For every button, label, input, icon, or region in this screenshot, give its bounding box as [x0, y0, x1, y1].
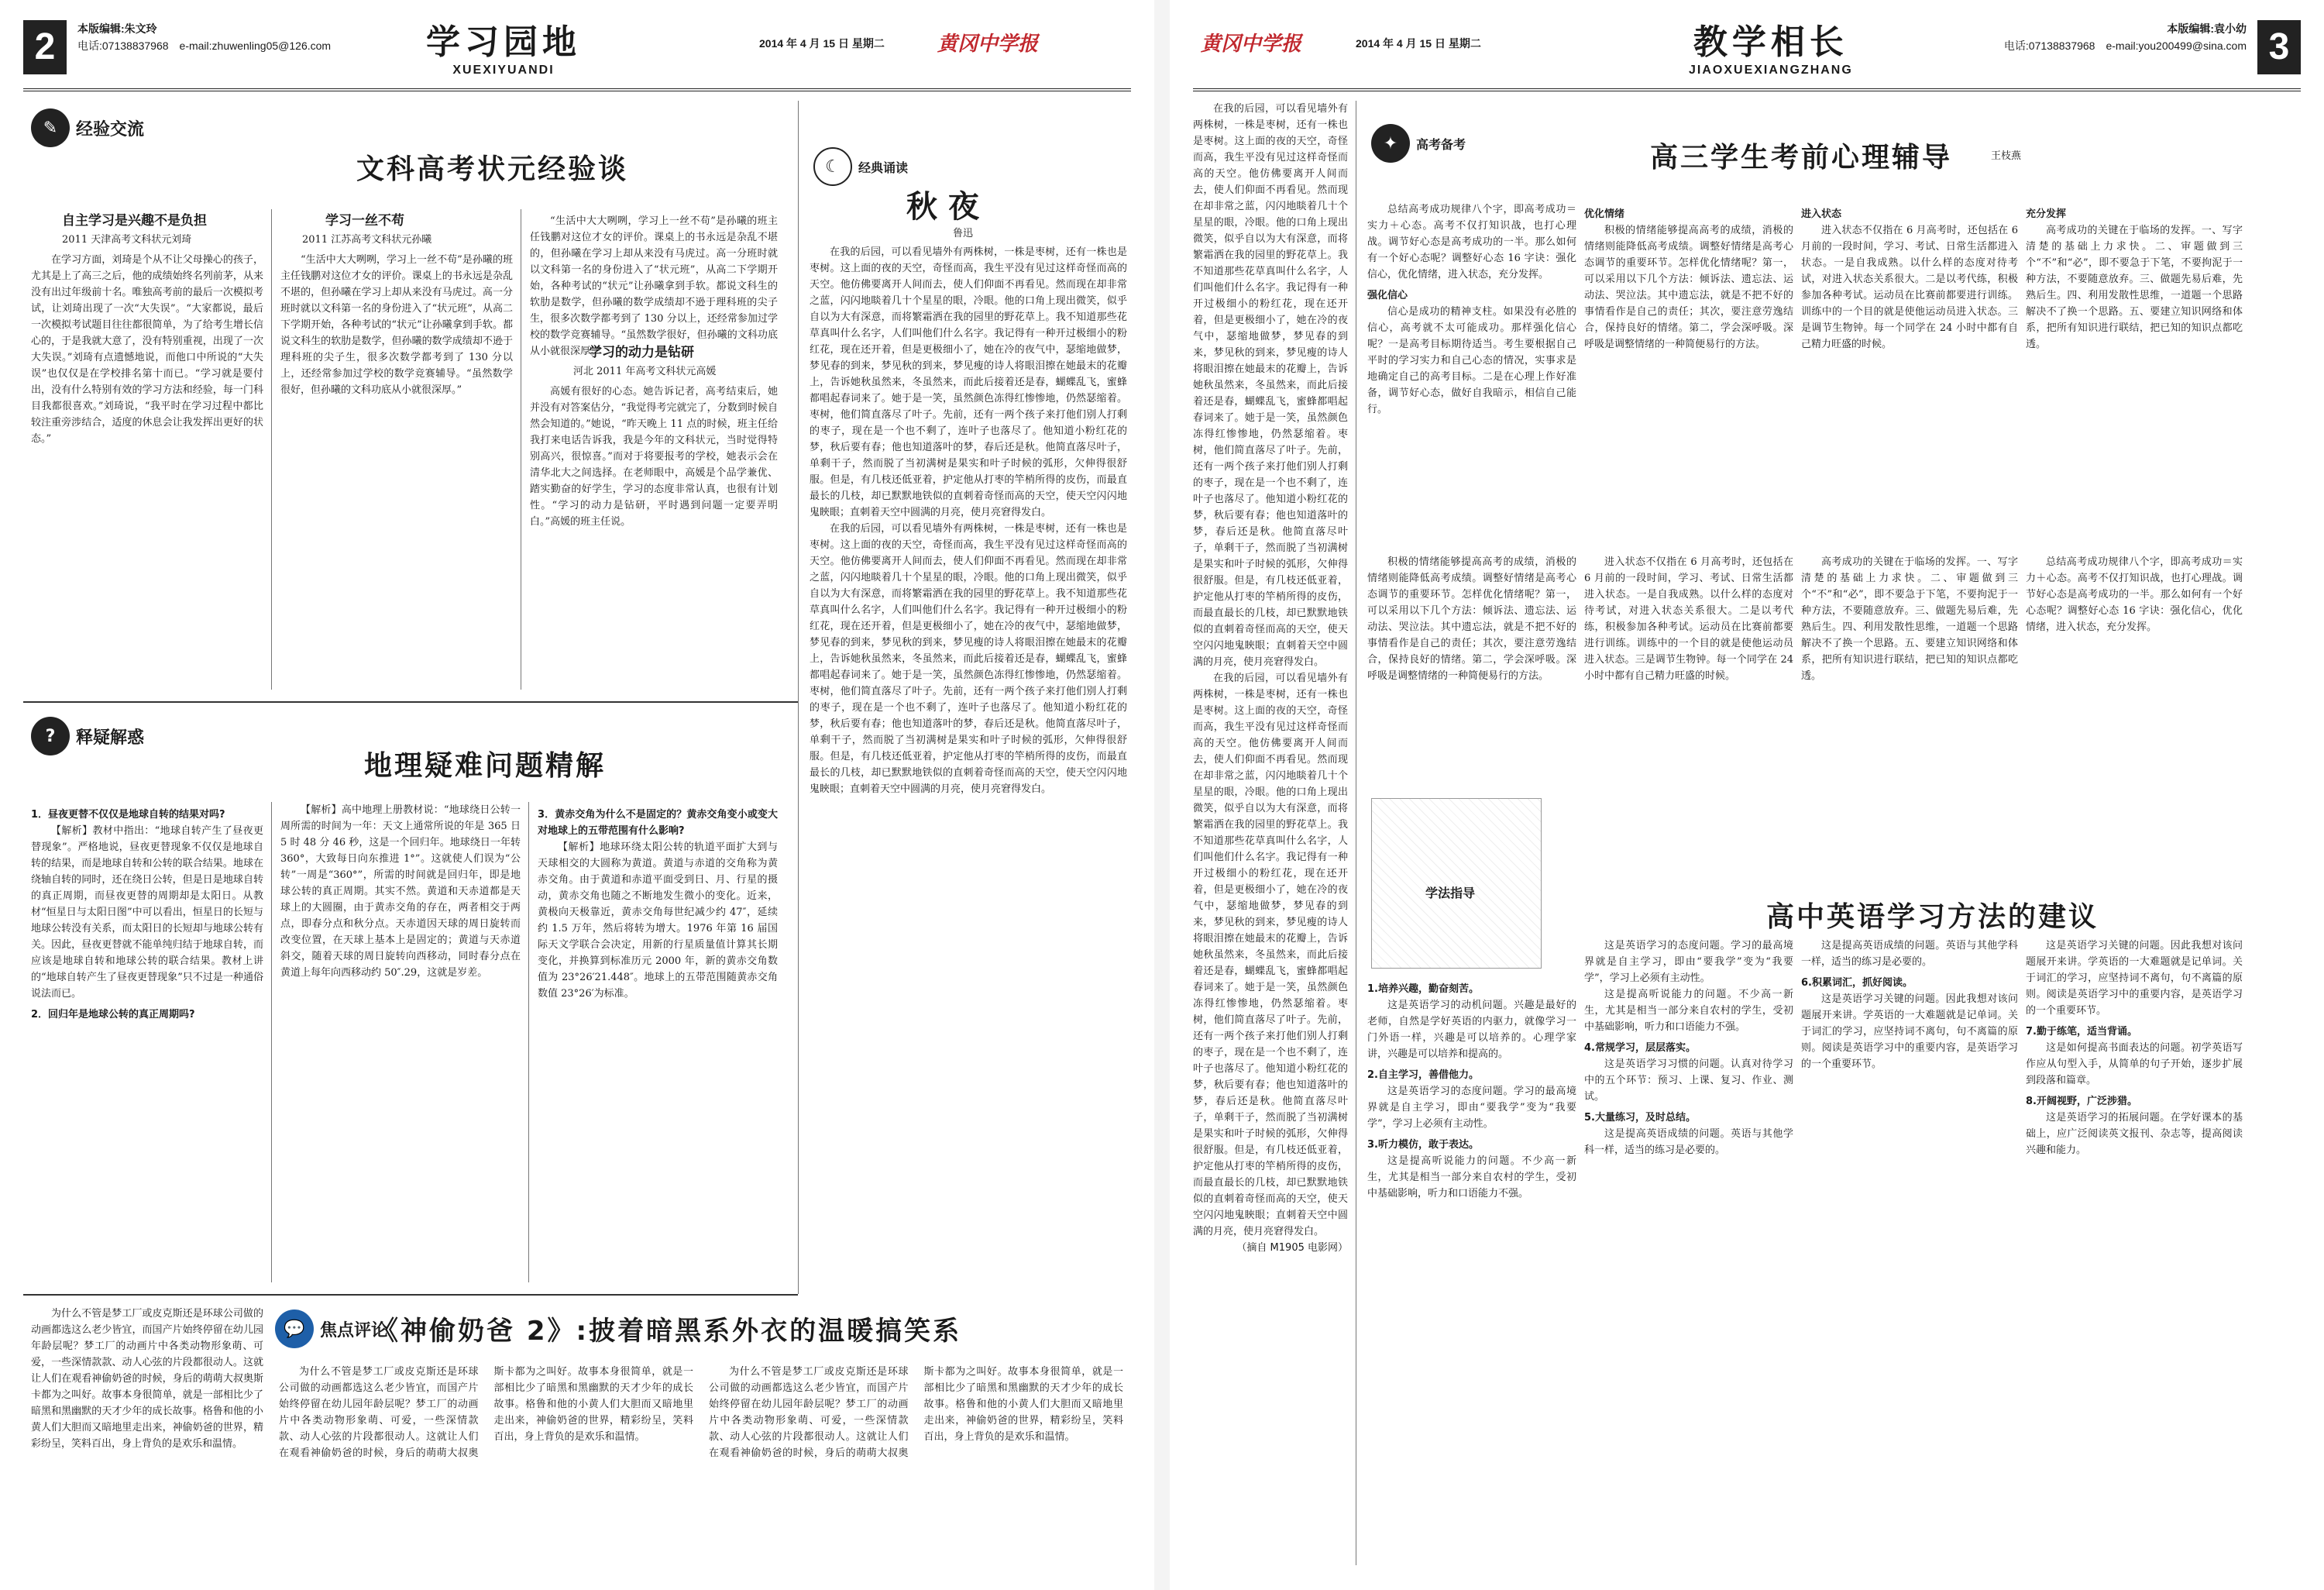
badge-icon: ✦: [1371, 124, 1410, 163]
question: 3．黄赤交角为什么不是固定的？黄赤交角变小或变大对地球上的五带范围有什么影响?: [538, 809, 778, 837]
exp-headline: 文科高考状元经验谈: [356, 153, 629, 185]
psych-col-4b: [2026, 554, 2243, 864]
answer: 【解析】地球环绕太阳公转的轨道平面扩大到与天球相交的大圆称为黄道。黄道与赤道的交角称为黄赤交角。由于黄道和赤道平面受到日、月、行星的摄动，黄赤交角也随之不断地发生微小的变化。近来，黄极向天极靠近，黄赤交角每世纪减少约 47″，延续约 1.5 万年，然后将转为增大。1976 年第 16 届国际天文学联合会决定，用新的行星质量值计算其长期变化，并换算到标准历元 2000 年，新的黄赤交角数值为 23°26′21.448″。地球上的五带范围随黄赤交角数值 23°26′为标准。: [538, 841, 778, 1000]
english-col-1: [1367, 976, 1576, 1565]
movie-col-1: [31, 1306, 263, 1569]
contact-info: 电话:07138837968 e-mail:you200499@sina.com: [2003, 40, 2247, 52]
paragraph: 积极的情绪能够提高高考的成绩，消极的情绪则能降低高考成绩。调整好情绪是高考心态调节的重要环节。怎样优化情绪呢？第一，可以采用以下几个方法：倾诉法、遗忘法、运动法、哭泣法。其中遗忘法，就是不把不好的事情看作是自己的责任；其次，要注意劳逸结合，保持良好的情绪。第二，学会深呼吸。深呼吸是调整情绪的一种简便易行的方法。: [1584, 225, 1793, 350]
badge-label: 焦点评论: [320, 1320, 389, 1340]
paragraph: 这是英语学习关键的问题。因此我想对该问题展开来讲。学英语的一大难题就是记单词。关于词汇的学习，应坚持词不离句，句不离篇的原则。阅读是英语学习中的重要内容，是英语学习的一个重要环节。: [2026, 940, 2243, 1017]
poem-author: 鲁迅: [953, 228, 974, 239]
badge-icon: 💬: [275, 1310, 314, 1348]
paragraph: 这是英语学习的态度问题。学习的最高境界就是自主学习，即由“要我学”变为“我要学”，学习上必须有主动性。: [1584, 940, 1793, 984]
paragraph: “生活中大大咧咧，学习上一丝不苟”是孙曦的班主任钱鹏对这位才女的评价。课桌上的书永远是杂乱不堪的，但孙曦在学习上却从来没有马虎过。高一分班时就以文科第一名的身份进入了“状元班”，从高二下学期开始，各种考试的“状元”让孙曦拿到手软。都说文科生的软肋是数学，但孙曦的数学成绩却不逊于理科班的尖子生，很多次数学都考到了 130 分以上，还经常参加过学校的数学竞赛辅导。“虽然数学很好，但孙曦的文科功底从小就很深厚。”: [280, 254, 513, 396]
movie-body: [279, 1364, 1123, 1569]
section-title: [1689, 14, 1853, 77]
tip-title: 7.勤于练笔，适当背诵。: [2026, 1026, 2137, 1038]
psych-col-2: [1584, 201, 1793, 550]
exp-s2-title: 学习一丝不苟: [325, 213, 404, 229]
psych-col-3b: [1801, 554, 2018, 864]
column-rule: [271, 209, 272, 690]
paragraph: 高媛有很好的心态。她告诉记者，高考结束后，她并没有对答案估分，“我觉得考完就完了，分数到时候自然会知道的。”她说，“昨天晚上 11 点的时候，班主任给我打来电话告诉我，我是今年的文科状元，当时觉得特别高兴，很惊喜。”而对于将要报考的学校，她表示会在清华北大之间选择。在老师眼中，高媛是个品学兼优、踏实勤奋的好学生，学习的态度非常认真，也很有计划性。“学习的动力是钻研，平时遇到问题一定要弄明白。”高媛的班主任说。: [530, 386, 778, 528]
paragraph: 这是如何提高书面表达的问题。初学英语写作应从句型入手，从简单的句子开始，逐步扩展到段落和篇章。: [2026, 1042, 2243, 1086]
psych-headline: 高三学生考前心理辅导: [1650, 142, 1953, 174]
english-col-3: [1801, 938, 2018, 1565]
badge-icon: ?: [31, 717, 70, 755]
tip-title: 3.听力模仿，敢于表达。: [1367, 1139, 1479, 1151]
question: 2．回归年是地球公转的真正周期吗?: [31, 1009, 195, 1020]
paragraph: 在我的后园，可以看见墙外有两株树，一株是枣树，还有一株也是枣树。这上面的夜的天空，奇怪而高，我生平没有见过这样奇怪而高的天空。他仿佛要离开人间而去，使人们仰面不再看见。然而现在却非常之蓝，闪闪地睒着几十个星星的眼，冷眼。他的口角上现出微笑，似乎自以为大有深意，而将繁霜洒在我的园里的野花草上。我不知道那些花草真叫什么名字，人们叫他们什么名字。我记得有一种开过极细小的粉红花，现在还开着，但是更极细小了，她在冷的夜气中，瑟缩地做梦，梦见春的到来，梦见秋的到来，梦见瘦的诗人将眼泪擦在她最末的花瓣上，告诉她秋虽然来，冬虽然来，而此后接着还是春，蝴蝶乱飞，蜜蜂都唱起春词来了。她于是一笑，虽然颜色冻得红惨惨地，仍然瑟缩着。枣树，他们简直落尽了叶子。先前，还有一两个孩子来打他们别人打剩的枣子，现在是一个也不剩了，连叶子也落尽了。他知道小粉红花的梦，秋后要有春；他也知道落叶的梦，春后还是秋。他简直落尽叶子，单剩干子，然而脱了当初满树是果实和叶子时候的弧形，欠伸得很舒服。但是，有几枝还低亚着，护定他从打枣的竿梢所得的皮伤，而最直最长的几枝，却已默默地铁似的直刺着奇怪而高的天空，使天空闪闪地鬼䀹眼；直刺着天空中圆满的月亮，使月亮窘得发白。: [810, 523, 1127, 795]
psych-col-2b: [1584, 554, 1793, 864]
left-header: [23, 14, 1131, 91]
paragraph: 进入状态不仅指在 6 月高考时，还包括在 6 月前的一段时间，学习、考试、日常生活都进入状态。一是自我成熟。以什么样的态度对待考试，对进入状态关系很大。二是以考代练，积极参加各种考试。运动员在比赛前都要进行训练。训练中的一个目的就是使他运动员进入状态。三是调节生物钟。每一个同学在 24 小时中都有自己精力旺盛的时候。: [1584, 556, 1793, 682]
badge-icon: ✎: [31, 108, 70, 147]
poem-body: [810, 244, 1127, 1282]
paragraph: 为什么不管是梦工厂或皮克斯还是环球公司做的动画都选这么老少皆宜，而国产片始终停留在幼儿园年龄层呢？梦工厂的动画片中各类动物形象萌、可爱，一些深情款款、动人心弦的片段都很动人。这就让人们在观看神偷奶爸的时候，身后的萌萌大叔奥斯卡都为之叫好。故事本身很简单，就是一部相比少了暗黑和黑幽默的天才少年的成长故事。格鲁和他的小黄人们大胆而又暗地里走出来，神偷奶爸的世界，精彩纷呈，笑料百出，身上背负的是欢乐和温情。: [709, 1366, 1123, 1459]
paragraph: 这是英语学习习惯的问题。认真对待学习中的五个环节：预习、上课、复习、作业、测试。: [1584, 1058, 1793, 1103]
movie-headline: 《神偷奶爸 2》:披着暗黑系外衣的温暖搞笑系: [372, 1316, 962, 1347]
answer: 【解析】教材中指出：“地球自转产生了昼夜更替现象”。严格地说，昼夜更替现象不仅仅是地球自转的结果，而是地球自转和公转的联合结果。地球在绕轴自转的同时，还在绕日公转，但是日是地球自转的真正周期，而昼夜更替的周期却是太阳日。从教材“恒星日与太阳日图”中可以看出，恒星日的长短与地球公转没有关系，而太阳日的长短却与地球公转有关。因此，昼夜更替就不能单纯归结于地球自转，而应该是地球自转和地球公转的联合结果。教材上讲的“地球自转产生了昼夜更替现象”只不过是一种通俗说法而已。: [31, 825, 263, 1000]
paragraph: 总结高考成功规律八个字，即高考成功＝实力＋心态。高考不仅打知识战，也打心理战。调节好心态是高考成功的一半。那么如何有一个好心态呢？调整好心态 16 字诀：强化信心，优化情绪，进入状态，充分发挥。: [1367, 204, 1576, 280]
geo-headline: 地理疑难问题精解: [364, 750, 607, 782]
english-headline: 高中英语学习方法的建议: [1766, 901, 2099, 933]
paragraph: 在我的后园，可以看见墙外有两株树，一株是枣树，还有一株也是枣树。这上面的夜的天空，奇怪而高，我生平没有见过这样奇怪而高的天空。他仿佛要离开人间而去，使人们仰面不再看见。然而现在却非常之蓝，闪闪地睒着几十个星星的眼，冷眼。他的口角上现出微笑，似乎自以为大有深意，而将繁霜洒在我的园里的野花草上。我不知道那些花草真叫什么名字，人们叫他们什么名字。我记得有一种开过极细小的粉红花，现在还开着，但是更极细小了，她在冷的夜气中，瑟缩地做梦，梦见春的到来，梦见秋的到来，梦见瘦的诗人将眼泪擦在她最末的花瓣上，告诉她秋虽然来，冬虽然来，而此后接着还是春，蝴蝶乱飞，蜜蜂都唱起春词来了。她于是一笑，虽然颜色冻得红惨惨地，仍然瑟缩着。枣树，他们简直落尽了叶子。先前，还有一两个孩子来打他们别人打剩的枣子，现在是一个也不剩了，连叶子也落尽了。他知道小粉红花的梦，秋后要有春；他也知道落叶的梦，春后还是秋。他简直落尽叶子，单剩干子，然而脱了当初满树是果实和叶子时候的弧形，欠伸得很舒服。但是，有几枝还低亚着，护定他从打枣的竿梢所得的皮伤，而最直最长的几枝，却已默默地铁似的直刺着奇怪而高的天空，使天空闪闪地鬼䀹眼；直刺着天空中圆满的月亮，使月亮窘得发白。: [1193, 103, 1348, 668]
exp-s3-byline: 河北 2011 年高考文科状元高媛: [573, 366, 717, 377]
paragraph: 这是提高听说能力的问题。不少高一新生，尤其是相当一部分来自农村的学生，受初中基础影响，听力和口语能力不强。: [1367, 1155, 1576, 1199]
point-title: 进入状态: [1801, 208, 1842, 220]
geo-col-3: [538, 802, 778, 1282]
section-pinyin: XUEXIYUANDI: [452, 64, 555, 77]
question: 1．昼夜更替不仅仅是地球自转的结果对吗?: [31, 809, 225, 821]
exp-s2-body: [280, 252, 513, 690]
poem-title: 秋夜: [906, 188, 990, 225]
badge-label: 学法指导: [1425, 886, 1476, 900]
badge-label: 释疑解惑: [76, 728, 145, 748]
exp-s2-byline: 2011 江苏高考文科状元孙曦: [302, 234, 432, 246]
paragraph: 这是提高听说能力的问题。不少高一新生，尤其是相当一部分来自农村的学生，受初中基础影响，听力和口语能力不强。: [1584, 989, 1793, 1033]
column-rule: [271, 802, 272, 1282]
badge-label: 经典诵读: [858, 160, 909, 175]
paragraph: 为什么不管是梦工厂或皮克斯还是环球公司做的动画都选这么老少皆宜，而国产片始终停留在幼儿园年龄层呢？梦工厂的动画片中各类动物形象萌、可爱，一些深情款款、动人心弦的片段都很动人。这就让人们在观看神偷奶爸的时候，身后的萌萌大叔奥斯卡都为之叫好。故事本身很简单，就是一部相比少了暗黑和黑幽默的天才少年的成长故事。格鲁和他的小黄人们大胆而又暗地里走出来，神偷奶爸的世界，精彩纷呈，笑料百出，身上背负的是欢乐和温情。: [31, 1308, 263, 1450]
paragraph: “生活中大大咧咧，学习上一丝不苟”是孙曦的班主任钱鹏对这位才女的评价。课桌上的书永远是杂乱不堪的，但孙曦在学习上却从来没有马虎过。高一分班时就以文科第一名的身份进入了“状元班”，从高二下学期开始，各种考试的“状元”让孙曦拿到手软。都说文科生的软肋是数学，但孙曦的数学成绩却不逊于理科班的尖子生，很多次数学都考到了 130 分以上，还经常参加过学校的数学竞赛辅导。“虽然数学很好，但孙曦的文科功底从小就很深厚。”: [530, 215, 778, 357]
paragraph: 高考成功的关键在于临场的发挥。一、写字清楚的基础上力求快。二、审题做到三个“不”和“必”，即不要急于下笔，不要拘泥于一种方法，不要随意放弃。三、做题先易后难，先熟后生。四、利用发散性思维，一道题一个思路解决不了换一个思路。五、要建立知识网络和体系，把所有知识进行联结，把已知的知识点都吃透。: [1801, 556, 2018, 682]
psych-col-3: [1801, 201, 2018, 550]
psych-author: 王枝燕: [1991, 150, 2022, 162]
contact-info: 电话:07138837968 e-mail:zhuwenling05@126.com: [77, 40, 332, 52]
moon-icon: ☾: [813, 147, 852, 186]
paragraph: 这是英语学习的拓展问题。在学好课本的基础上，应广泛阅读英文报刊、杂志等，提高阅读兴趣和能力。: [2026, 1112, 2243, 1156]
exp-s3-title: 学习的动力是钻研: [589, 345, 694, 360]
section-divider: [23, 1294, 798, 1296]
paragraph: 在学习方面，刘琦是个从不让父母操心的孩子，尤其是上了高三之后，他的成绩始终名列前茅，从来没有出过年级前十名。唯独高考前的最后一次模拟考试，让刘琦出现了一次“大失误”。“大家都说，最后一次模拟考试题目往往都很简单，为了给考生增长信心的，于是我就大意了，没有特别重视，出现了一次大失误。”刘琦有点遗憾地说，而他口中所说的“大失误”也仅仅是在学校排名第十而已。“学习就是要付出，没有什么特别有效的学习方法和经验，每一门科目我都很喜欢。”刘琦说，“我平时在学习过程中都比较注重旁涉结合，适度的休息会让我发挥出更好的状态。”: [31, 254, 263, 445]
tip-title: 4.常规学习，层层落实。: [1584, 1042, 1696, 1054]
english-col-4: [2026, 938, 2243, 1565]
badge-label: 经验交流: [76, 119, 145, 139]
paragraph: 在我的后园，可以看见墙外有两株树，一株是枣树，还有一株也是枣树。这上面的夜的天空，奇怪而高，我生平没有见过这样奇怪而高的天空。他仿佛要离开人间而去，使人们仰面不再看见。然而现在却非常之蓝，闪闪地睒着几十个星星的眼，冷眼。他的口角上现出微笑，似乎自以为大有深意，而将繁霜洒在我的园里的野花草上。我不知道那些花草真叫什么名字，人们叫他们什么名字。我记得有一种开过极细小的粉红花，现在还开着，但是更极细小了，她在冷的夜气中，瑟缩地做梦，梦见春的到来，梦见秋的到来，梦见瘦的诗人将眼泪擦在她最末的花瓣上，告诉她秋虽然来，冬虽然来，而此后接着还是春，蝴蝶乱飞，蜜蜂都唱起春词来了。她于是一笑，虽然颜色冻得红惨惨地，仍然瑟缩着。枣树，他们简直落尽了叶子。先前，还有一两个孩子来打他们别人打剩的枣子，现在是一个也不剩了，连叶子也落尽了。他知道小粉红花的梦，秋后要有春；他也知道落叶的梦，春后还是秋。他简直落尽叶子，单剩干子，然而脱了当初满树是果实和叶子时候的弧形，欠伸得很舒服。但是，有几枝还低亚着，护定他从打枣的竿梢所得的皮伤，而最直最长的几枝，却已默默地铁似的直刺着奇怪而高的天空，使天空闪闪地鬼䀹眼；直刺着天空中圆满的月亮，使月亮窘得发白。: [1193, 673, 1348, 1237]
geo-col-2: [280, 802, 521, 1282]
paragraph: 为什么不管是梦工厂或皮克斯还是环球公司做的动画都选这么老少皆宜，而国产片始终停留在幼儿园年龄层呢？梦工厂的动画片中各类动物形象萌、可爱，一些深情款款、动人心弦的片段都很动人。这就让人们在观看神偷奶爸的时候，身后的萌萌大叔奥斯卡都为之叫好。故事本身很简单，就是一部相比少了暗黑和黑幽默的天才少年的成长故事。格鲁和他的小黄人们大胆而又暗地里走出来，神偷奶爸的世界，精彩纷呈，笑料百出，身上背负的是欢乐和温情。: [279, 1366, 693, 1459]
badge-label: 高考备考: [1416, 136, 1466, 152]
attribution: （摘自 M1905 电影网）: [1236, 1242, 1348, 1254]
poem-badge: [813, 147, 908, 186]
section-cn: 学习园地: [426, 22, 581, 62]
column-rule: [528, 802, 529, 1282]
point-title: 强化信心: [1367, 290, 1408, 301]
paragraph: 总结高考成功规律八个字，即高考成功＝实力＋心态。高考不仅打知识战，也打心理战。调节好心态是高考成功的一半。那么如何有一个好心态呢？调整好心态 16 字诀：强化信心，优化情绪，进入状态，充分发挥。: [2026, 556, 2243, 633]
section-pinyin: JIAOXUEXIANGZHANG: [1689, 64, 1853, 77]
section-divider: [23, 701, 798, 703]
exp-s1-title: 自主学习是兴趣不是负担: [62, 213, 207, 229]
page-number: 2: [23, 20, 67, 74]
geo-col-1: [31, 802, 263, 1282]
tip-title: 1.培养兴趣，勤奋刻苦。: [1367, 983, 1479, 995]
right-header: [1193, 14, 2301, 91]
paragraph: 这是英语学习关键的问题。因此我想对该问题展开来讲。学英语的一大难题就是记单词。关于词汇的学习，应坚持词不离句，句不离篇的原则。阅读是英语学习中的重要内容，是英语学习的一个重要环节。: [1801, 993, 2018, 1070]
paragraph: 信心是成功的精神支柱。如果没有必胜的信心，高考就不太可能成功。那样强化信心呢？一是高考目标期待适当。考生要根据自己平时的学习实力和自己心态的情况，实事求是地确定自己的高考目标。二是在心理上作好准备，调节好心态，做好自我暗示，相信自己能行。: [1367, 306, 1576, 415]
masthead-logo: 黄冈中学报: [1201, 33, 1302, 56]
paragraph: 在我的后园，可以看见墙外有两株树，一株是枣树，还有一株也是枣树。这上面的夜的天空，奇怪而高，我生平没有见过这样奇怪而高的天空。他仿佛要离开人间而去，使人们仰面不再看见。然而现在却非常之蓝，闪闪地睒着几十个星星的眼，冷眼。他的口角上现出微笑，似乎自以为大有深意，而将繁霜洒在我的园里的野花草上。我不知道那些花草真叫什么名字，人们叫他们什么名字。我记得有一种开过极细小的粉红花，现在还开着，但是更极细小了，她在冷的夜气中，瑟缩地做梦，梦见春的到来，梦见秋的到来，梦见瘦的诗人将眼泪擦在她最末的花瓣上，告诉她秋虽然来，冬虽然来，而此后接着还是春，蝴蝶乱飞，蜜蜂都唱起春词来了。她于是一笑，虽然颜色冻得红惨惨地，仍然瑟缩着。枣树，他们简直落尽了叶子。先前，还有一两个孩子来打他们别人打剩的枣子，现在是一个也不剩了，连叶子也落尽了。他知道小粉红花的梦，秋后要有春；他也知道落叶的梦，春后还是秋。他简直落尽叶子，单剩干子，然而脱了当初满树是果实和叶子时候的弧形，欠伸得很舒服。但是，有几枝还低亚着，护定他从打枣的竿梢所得的皮伤，而最直最长的几枝，却已默默地铁似的直刺着奇怪而高的天空，使天空闪闪地鬼䀹眼；直刺着天空中圆满的月亮，使月亮窘得发白。: [810, 246, 1127, 518]
answer: 【解析】高中地理上册教材说：“地球绕日公转一周所需的时间为一年：天文上通常所说的年是 365 日 5 时 48 分 46 秒，这是一个回归年。地球绕日一年转 360°，大致每日向东推进 1°”。这就使人们误为“公转”一周是“360°”，所需的时间就是回归年，即是地球公转的真正周期。其实不然。黄道和天赤道都是天球上的大圆圈，由于黄赤交角的存在，两者相交于两点，即春分点和秋分点。天赤道因天球的周日旋转而改变位置，在天球上基本上是固定的；黄道与天赤道斜交，随着天球的周日旋转向西移动，同时春分点在黄道上每年向西移动约 50″.29，这就是岁差。: [280, 804, 521, 979]
page-number: 3: [2257, 20, 2301, 74]
left-page: [0, 0, 1154, 1590]
editor-credit: 本版编辑:朱文玲: [77, 22, 157, 35]
exp-s1-byline: 2011 天津高考文科状元刘琦: [62, 234, 192, 246]
point-title: 充分发挥: [2026, 208, 2067, 220]
paragraph: 积极的情绪能够提高高考的成绩，消极的情绪则能降低高考成绩。调整好情绪是高考心态调节的重要环节。怎样优化情绪呢？第一，可以采用以下几个方法：倾诉法、遗忘法、运动法、哭泣法。其中遗忘法，就是不把不好的事情看作是自己的责任；其次，要注意劳逸结合，保持良好的情绪。第二，学会深呼吸。深呼吸是调整情绪的一种简便易行的方法。: [1367, 556, 1576, 682]
center-gutter: [1154, 0, 1170, 1590]
issue-date: 2014 年 4 月 15 日 星期二: [1356, 37, 1481, 50]
section-cn: 教学相长: [1693, 22, 1848, 62]
exp-s3-body: [530, 384, 778, 690]
right-page: [1170, 0, 2324, 1590]
masthead-logo: 黄冈中学报: [937, 33, 1039, 56]
column-rule: [798, 101, 799, 1294]
psych-col-1: [1367, 201, 1576, 550]
paragraph: 这是提高英语成绩的问题。英语与其他学科一样，适当的练习是必要的。: [1801, 940, 2018, 968]
exp-s1-body: [31, 252, 263, 690]
exp-badge: [31, 108, 144, 147]
tip-title: 8.开阔视野，广泛涉猎。: [2026, 1096, 2137, 1107]
tip-title: 2.自主学习，善借他力。: [1367, 1069, 1479, 1081]
point-title: 优化情绪: [1584, 208, 1625, 220]
tip-title: 5.大量练习，及时总结。: [1584, 1112, 1696, 1124]
paragraph: 高考成功的关键在于临场的发挥。一、写字清楚的基础上力求快。二、审题做到三个“不”和“必”，即不要急于下笔，不要拘泥于一种方法，不要随意放弃。三、做题先易后难，先熟后生。四、利用发散性思维，一道题一个思路解决不了换一个思路。五、要建立知识网络和体系，把所有知识进行联结，把已知的知识点都吃透。: [2026, 225, 2243, 350]
tip-title: 6.积累词汇，抓好阅读。: [1801, 977, 1913, 989]
geo-badge: [31, 717, 144, 755]
paragraph: 这是提高英语成绩的问题。英语与其他学科一样，适当的练习是必要的。: [1584, 1128, 1793, 1156]
english-col-2: [1584, 938, 1793, 1565]
editor-credit: 本版编辑:袁小幼: [2167, 22, 2247, 35]
psych-col-4: [2026, 201, 2243, 550]
issue-date: 2014 年 4 月 15 日 星期二: [759, 37, 885, 50]
section-title: [426, 14, 581, 77]
paragraph: 这是英语学习的态度问题。学习的最高境界就是自主学习，即由“要我学”变为“我要学”，学习上必须有主动性。: [1367, 1086, 1576, 1130]
paragraph: 进入状态不仅指在 6 月高考时，还包括在 6 月前的一段时间，学习、考试、日常生活都进入状态。一是自我成熟。以什么样的态度对待考试，对进入状态关系很大。二是以考代练，积极参加各种考试。运动员在比赛前都要进行训练。训练中的一个目的就是使他运动员进入状态。三是调节生物钟。每一个同学在 24 小时中都有自己精力旺盛的时候。: [1801, 225, 2018, 350]
psych-badge: [1371, 124, 1466, 163]
continuation-col: [1193, 101, 1348, 1565]
paragraph: 这是英语学习的动机问题。兴趣是最好的老师，自然是学好英语的内驱力，就像学习一门外语一样，兴趣是可以培养的。心理学家讲，兴趣是可以培养和提高的。: [1367, 1000, 1576, 1060]
